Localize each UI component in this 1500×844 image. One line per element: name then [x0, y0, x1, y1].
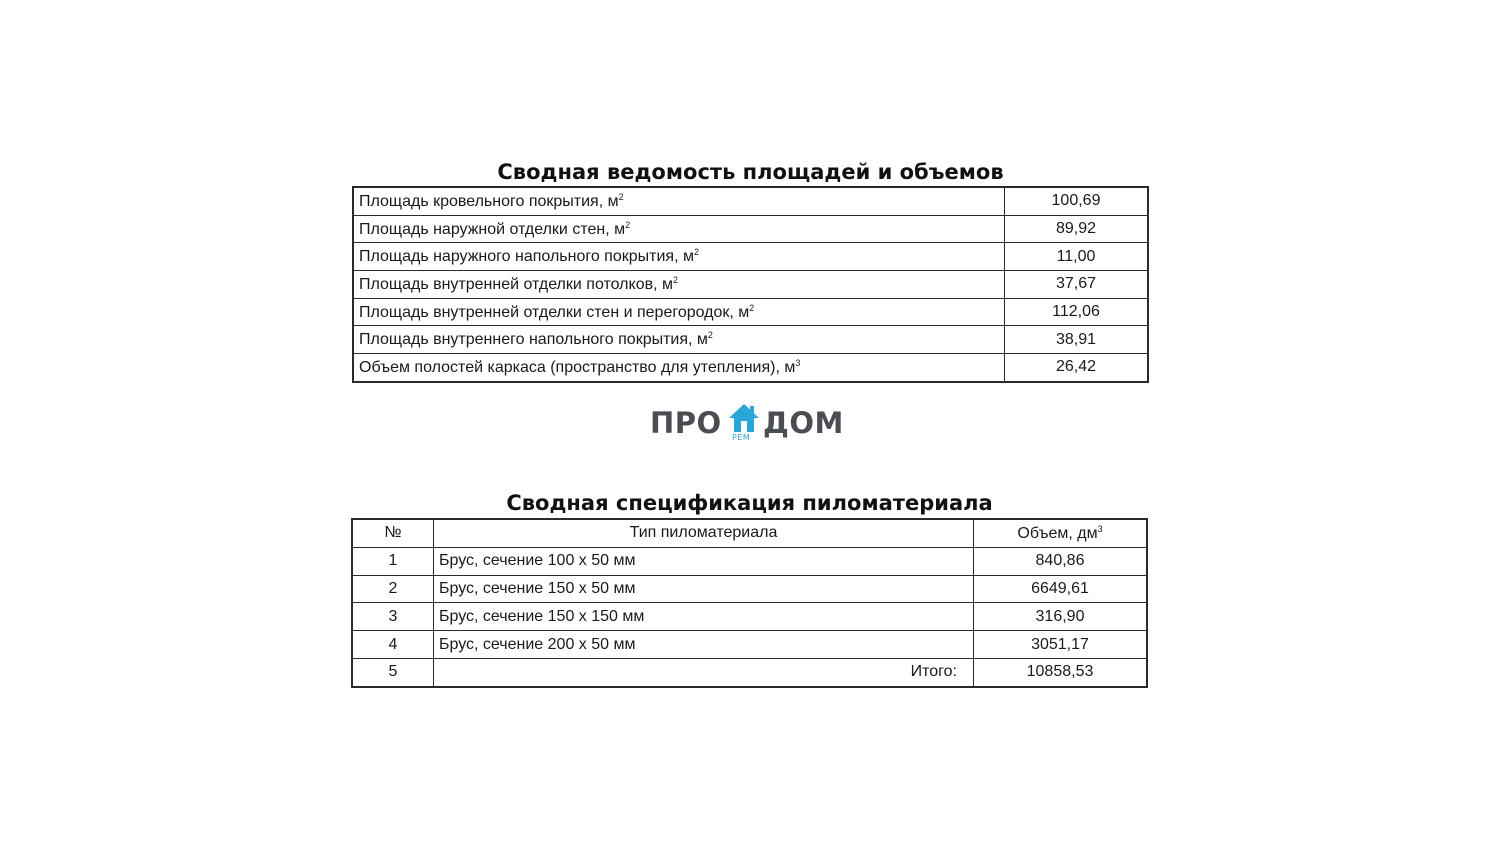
- table-row: [352, 603, 1147, 631]
- total-num: 5: [352, 658, 434, 686]
- row-label: Площадь внутренней отделки стен и перегородок, $м^2$: [353, 298, 1005, 326]
- row-value: 26,42: [1005, 354, 1149, 382]
- row-type: Брус, сечение 100 х 50 мм: [434, 547, 974, 575]
- logo-right-text: ДОМ: [763, 406, 844, 440]
- summary-table: [352, 186, 1149, 383]
- table-row: [353, 354, 1148, 382]
- table-row: [352, 631, 1147, 659]
- table-row: [353, 326, 1148, 354]
- total-label: Итого:: [434, 658, 974, 686]
- row-label: Площадь кровельного покрытия, $м^2$: [353, 187, 1005, 215]
- table-row: [353, 271, 1148, 299]
- row-label: Объем полостей каркаса (пространство для утепления), $м^3$: [353, 354, 1005, 382]
- table-header-row: [352, 519, 1147, 547]
- row-value: 37,67: [1005, 271, 1149, 299]
- table-row: [353, 243, 1148, 271]
- row-volume: 840,86: [974, 547, 1148, 575]
- row-value: 89,92: [1005, 215, 1149, 243]
- row-num: 3: [352, 603, 434, 631]
- row-num: 1: [352, 547, 434, 575]
- logo: [648, 402, 853, 448]
- table-row: [353, 187, 1148, 215]
- row-type: Брус, сечение 150 х 50 мм: [434, 575, 974, 603]
- header-volume: Объем, $дм^3$: [974, 519, 1148, 547]
- row-label: Площадь внутренней отделки потолков, $м^2$: [353, 271, 1005, 299]
- row-volume: 316,90: [974, 603, 1148, 631]
- row-type: Брус, сечение 150 х 150 мм: [434, 603, 974, 631]
- table-row: [352, 547, 1147, 575]
- house-icon: [728, 402, 760, 434]
- lumber-title: Сводная спецификация пиломатериала: [506, 491, 993, 515]
- row-num: 4: [352, 631, 434, 659]
- row-num: 2: [352, 575, 434, 603]
- header-num: №: [352, 519, 434, 547]
- total-volume: 10858,53: [974, 658, 1148, 686]
- header-type: Тип пиломатериала: [434, 519, 974, 547]
- row-volume: 3051,17: [974, 631, 1148, 659]
- table-row: [353, 215, 1148, 243]
- row-label: Площадь внутреннего напольного покрытия, $м^2$: [353, 326, 1005, 354]
- table-row: [352, 575, 1147, 603]
- row-type: Брус, сечение 200 х 50 мм: [434, 631, 974, 659]
- table-row: [353, 298, 1148, 326]
- row-volume: 6649,61: [974, 575, 1148, 603]
- row-value: 11,00: [1005, 243, 1149, 271]
- logo-sub-text: РЕМ: [732, 433, 751, 442]
- summary-title: Сводная ведомость площадей и объемов: [497, 160, 1004, 184]
- table-total-row: [352, 658, 1147, 686]
- row-value: 100,69: [1005, 187, 1149, 215]
- row-label: Площадь наружной отделки стен, $м^2$: [353, 215, 1005, 243]
- row-value: 38,91: [1005, 326, 1149, 354]
- lumber-table: [351, 518, 1148, 688]
- row-value: 112,06: [1005, 298, 1149, 326]
- row-label: Площадь наружного напольного покрытия, $м^2$: [353, 243, 1005, 271]
- logo-left-text: ПРО: [650, 406, 722, 440]
